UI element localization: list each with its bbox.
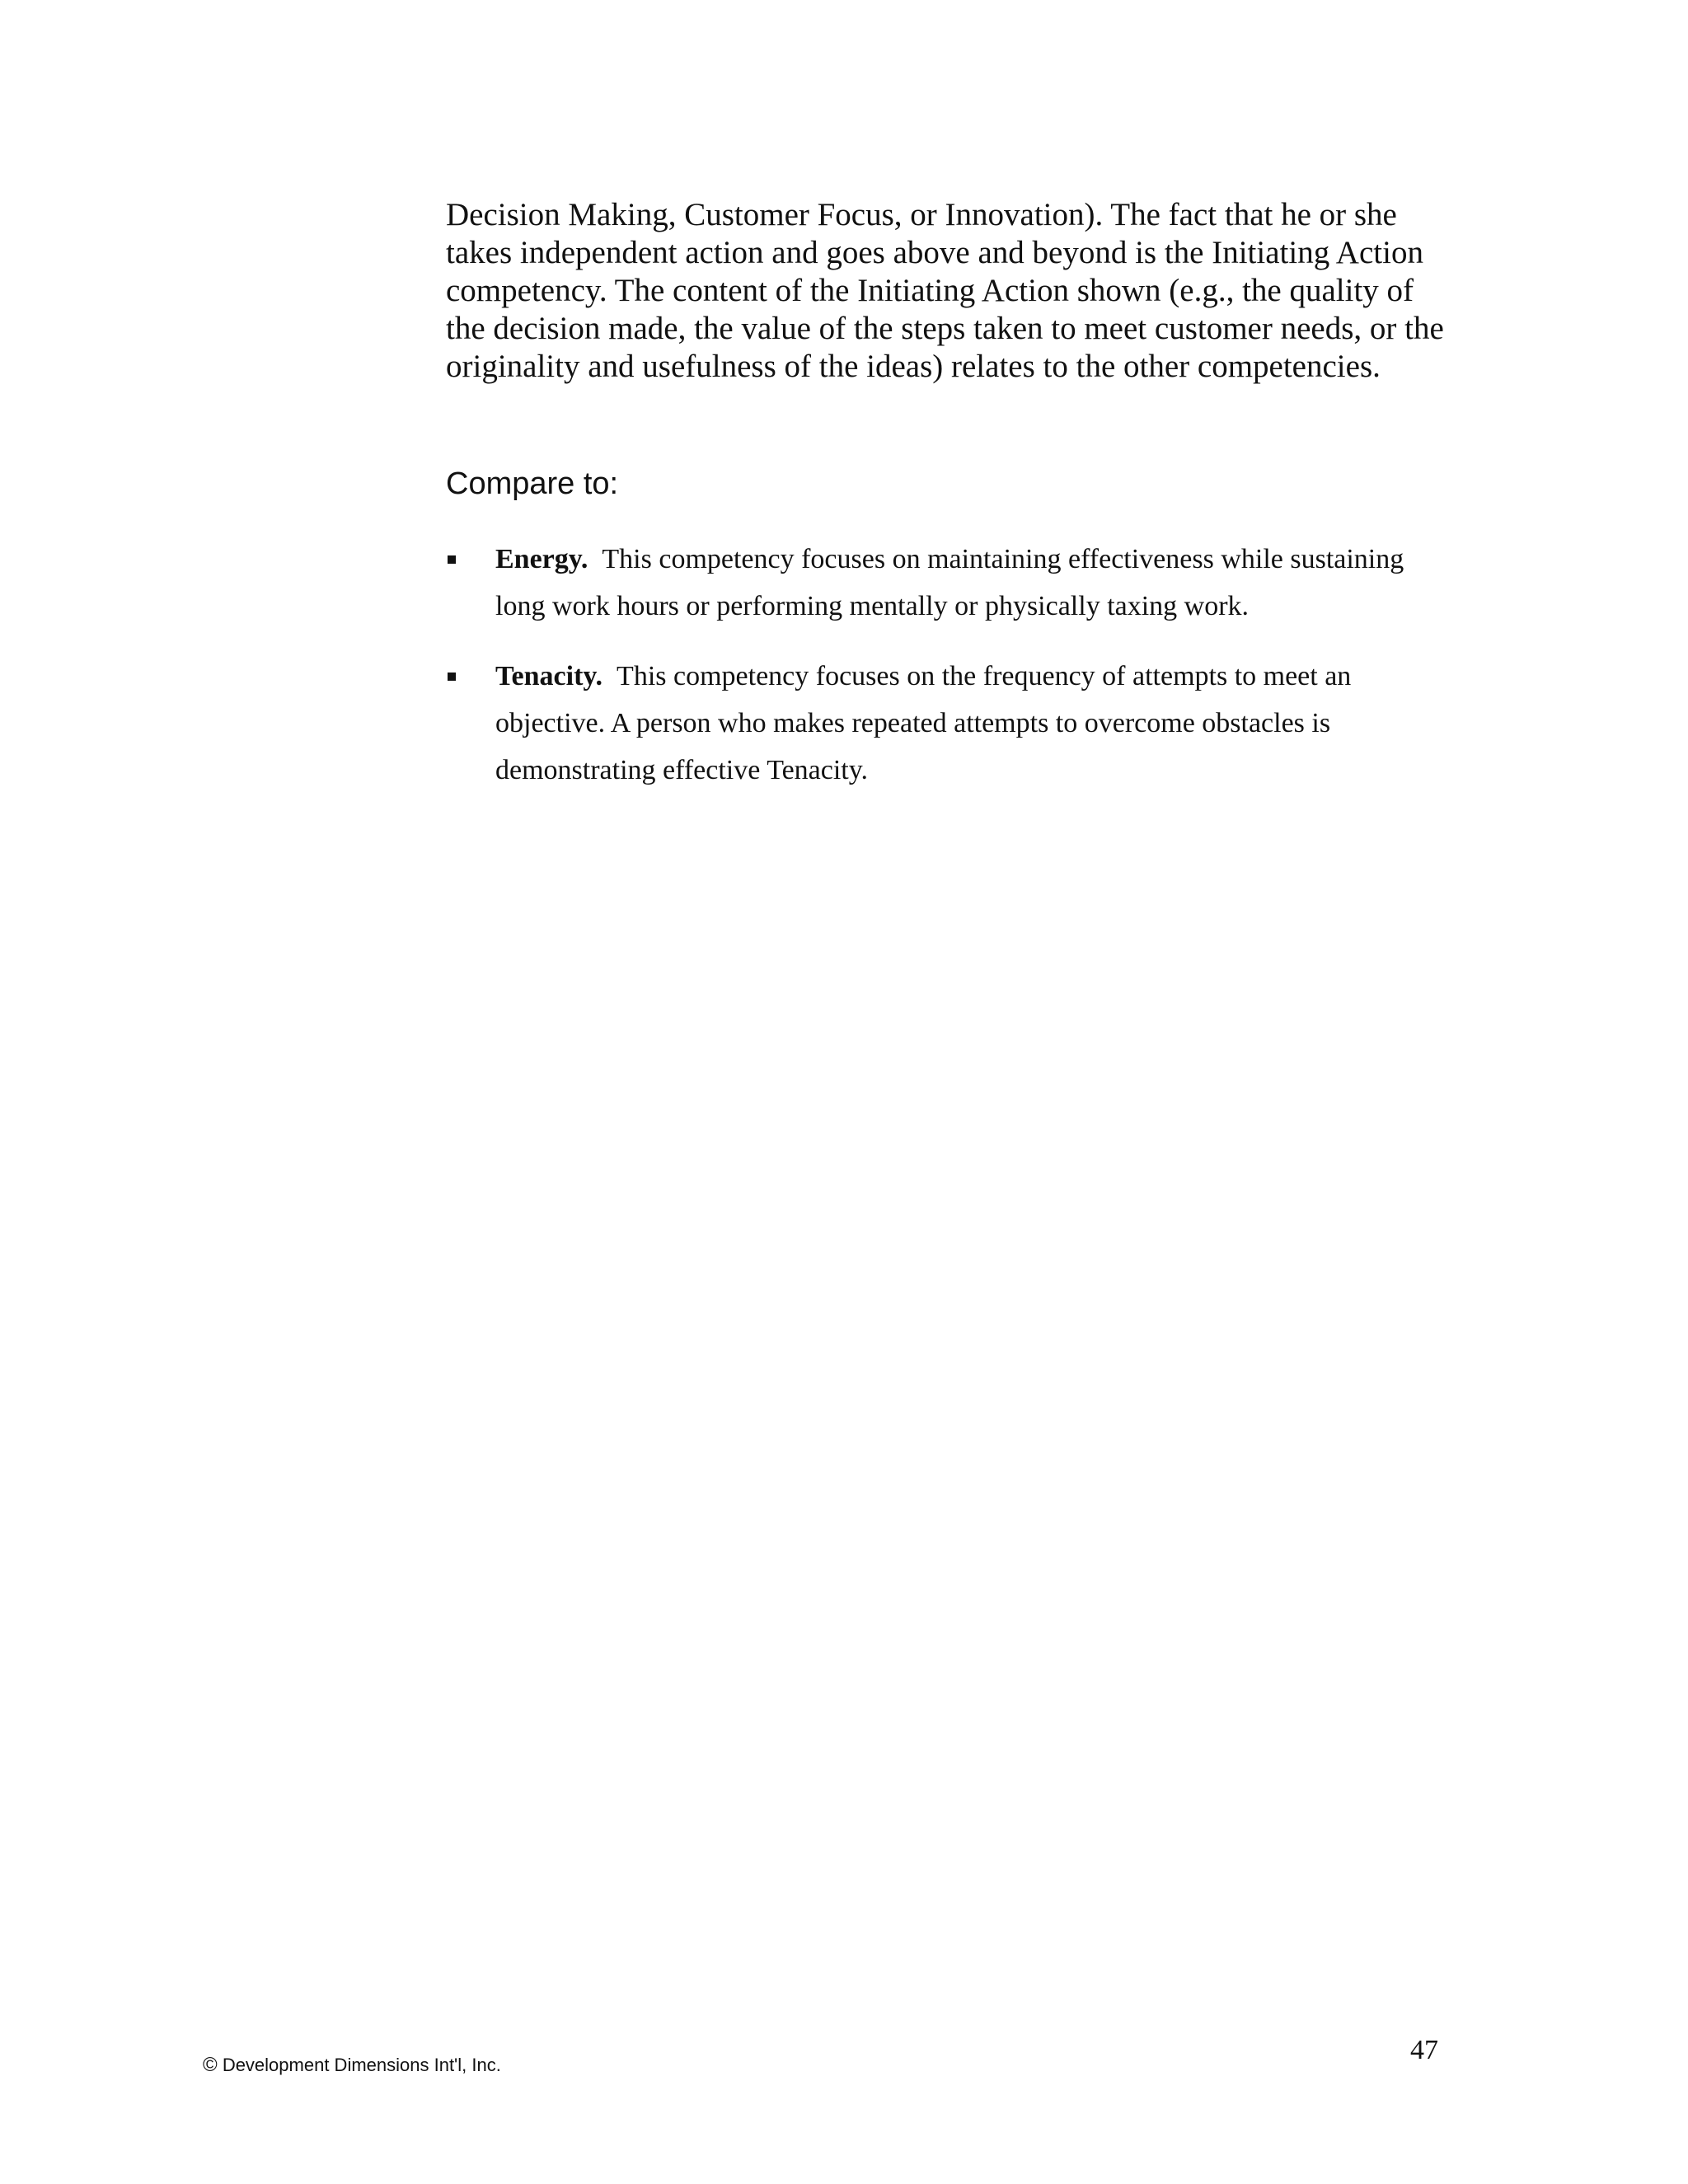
footer-copyright <box>203 2054 501 2077</box>
copyright-text: Development Dimensions Int'l, Inc. <box>222 2055 501 2075</box>
compare-heading: Compare to: <box>446 466 619 501</box>
bullet-text: This competency focuses on maintaining effectiveness while sustaining long work hours or performing mentally or physically taxing work. <box>495 544 1404 621</box>
square-bullet-icon <box>448 555 456 564</box>
bullet-term: Tenacity. <box>495 661 603 691</box>
copyright-icon: © <box>203 2054 218 2076</box>
list-item-energy <box>446 536 1451 630</box>
bullet-term: Energy. <box>495 544 588 574</box>
list-item-tenacity <box>446 653 1451 794</box>
bullet-text: This competency focuses on the frequency of attempts to meet an objective. A person who makes repeated attempts to overcome obstacles is demonstrating effective Tenacity. <box>495 661 1352 785</box>
square-bullet-icon <box>448 673 456 681</box>
compare-list <box>446 536 1451 817</box>
body-paragraph: Decision Making, Customer Focus, or Innovation). The fact that he or she takes independent action and goes above and beyond is the Initiating Action competency. The content of the Initiating Action shown (e.g., the quality of the decision made, the value of the steps taken to meet customer needs, or the originality and usefulness of the ideas) relates to the other competencies. <box>446 197 1444 384</box>
page-number: 47 <box>1410 2035 1438 2065</box>
